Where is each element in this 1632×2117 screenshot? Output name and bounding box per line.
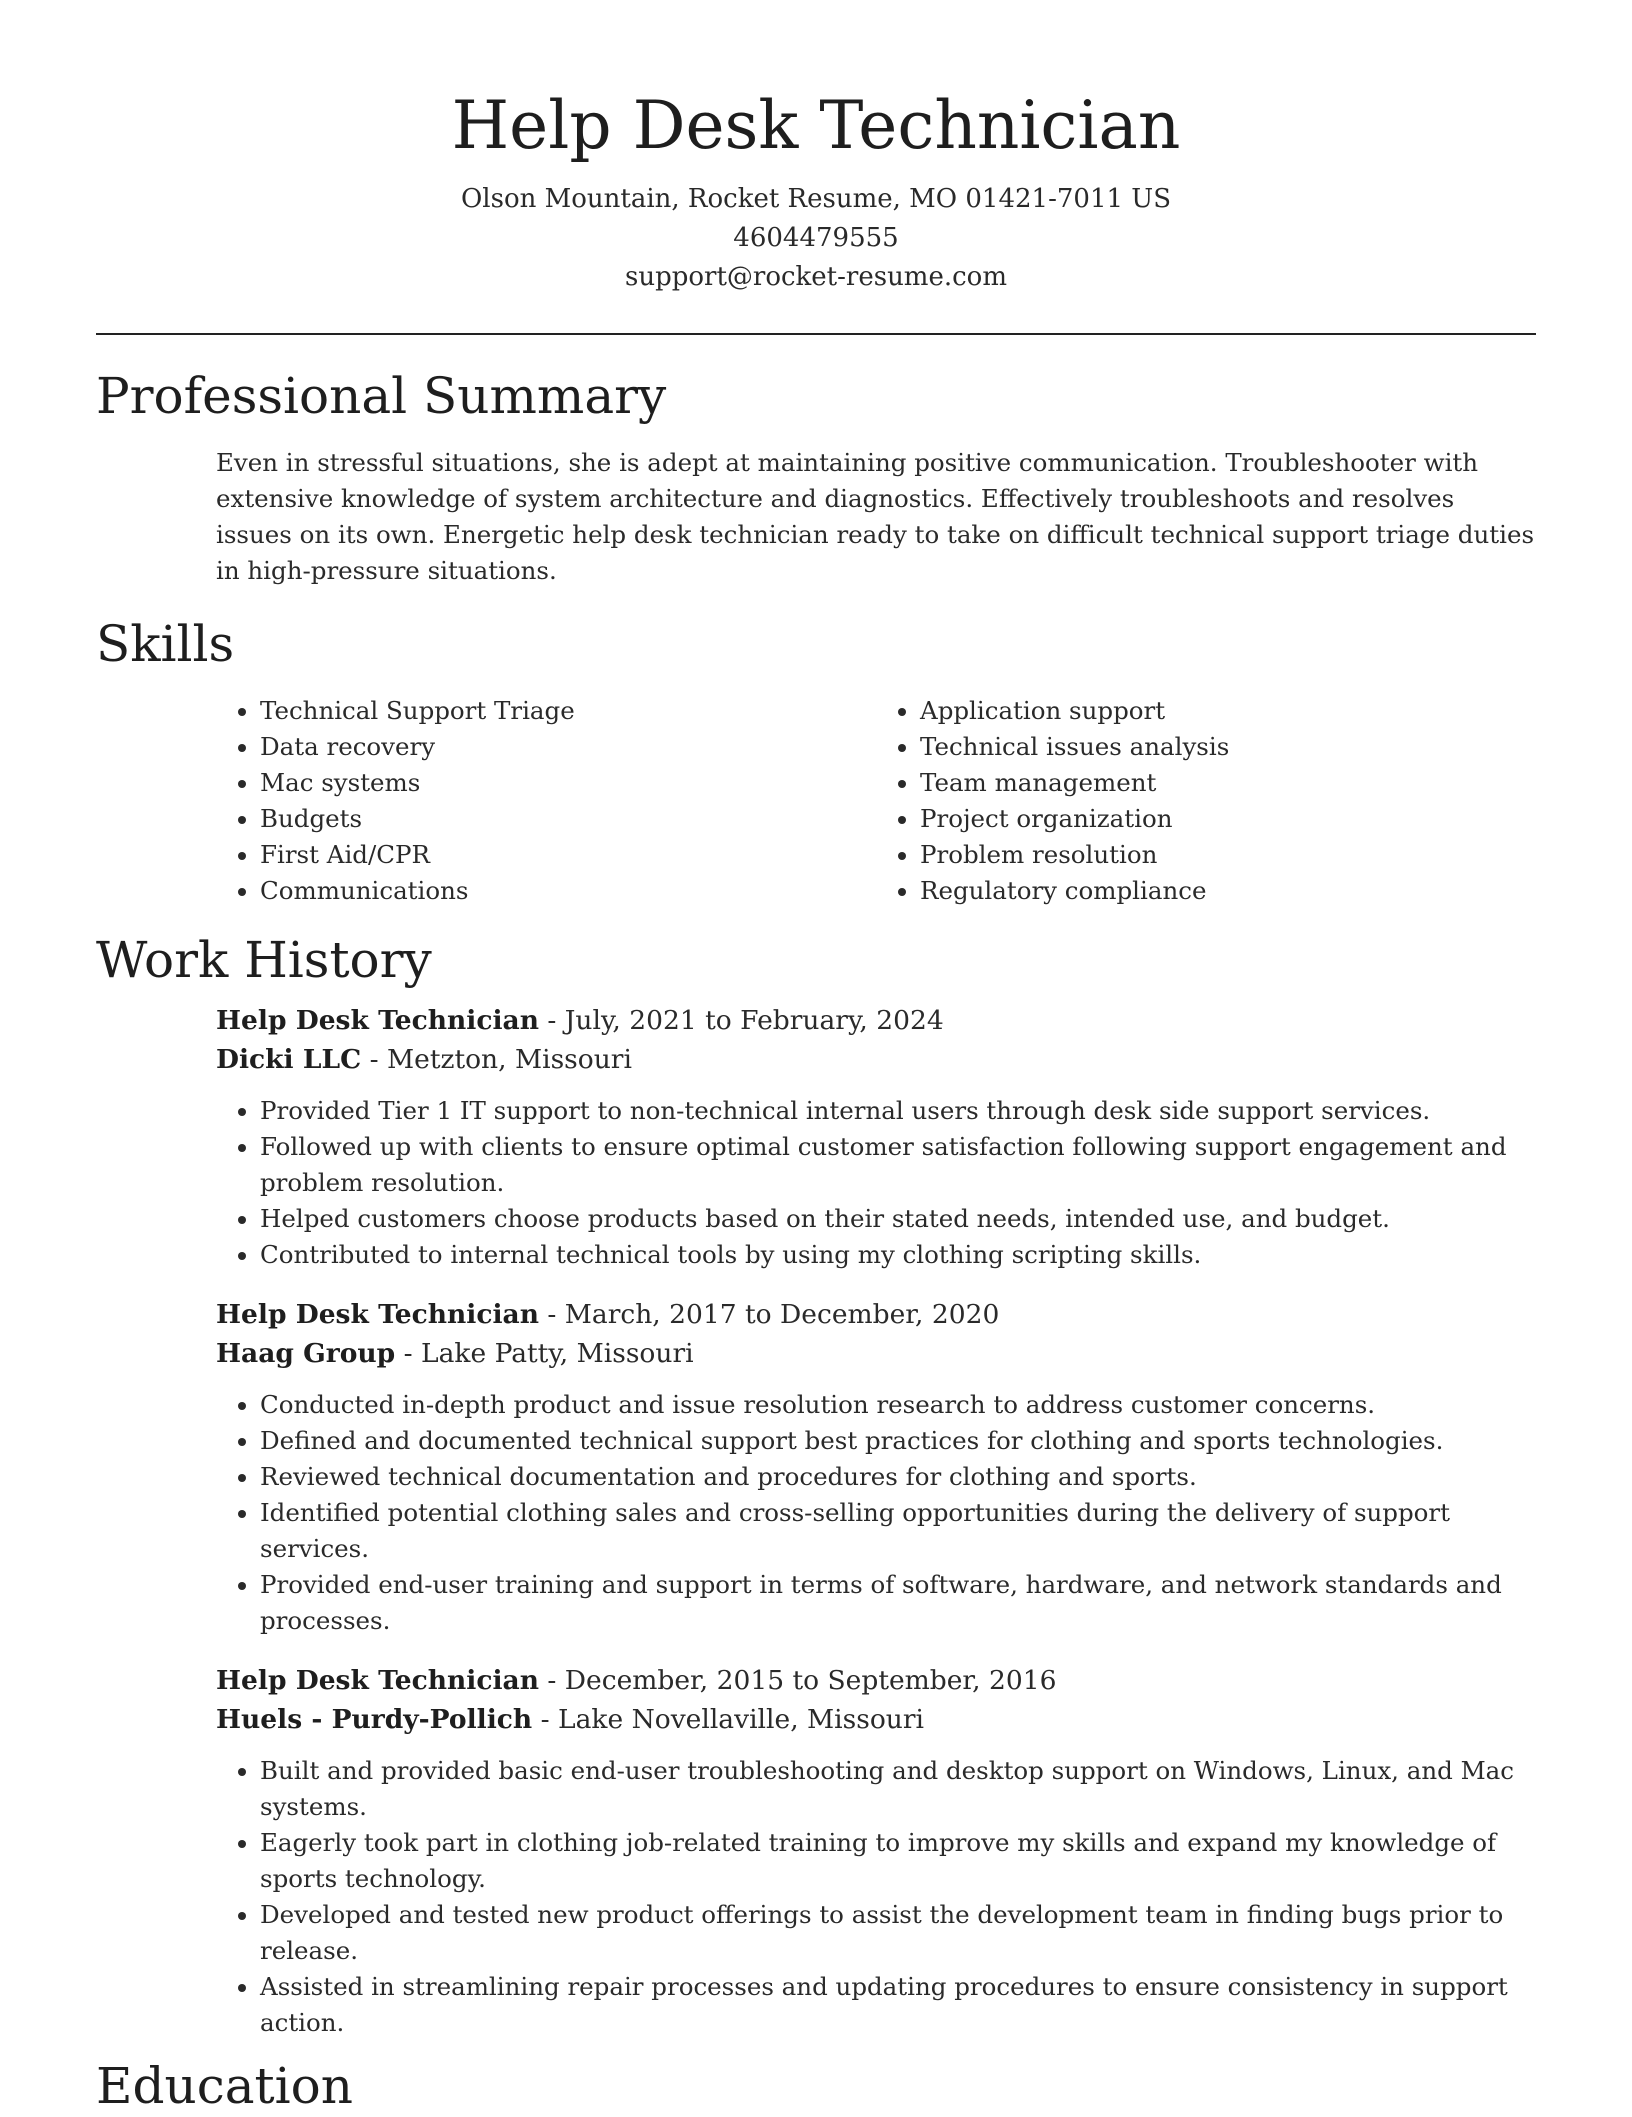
job-bullets [216,1387,1536,1639]
job-bullet: • Defined and documented technical support best practices for clothing and sports technologies. [260,1423,1536,1459]
job-bullet: • Identified potential clothing sales and cross-selling opportunities during the delivery of support services. [260,1495,1536,1567]
job-position: Help Desk Technician [216,1665,539,1696]
job-bullet: • Developed and tested new product offerings to assist the development team in finding bugs prior to release. [260,1897,1536,1969]
job-bullet: • Followed up with clients to ensure optimal customer satisfaction following support engagement and problem resolution. [260,1129,1536,1201]
candidate-name: Help Desk Technician [451,87,1181,164]
skill-item: • Problem resolution [920,837,1536,873]
job-bullet: • Assisted in streamlining repair processes and updating procedures to ensure consistency in support action. [260,1969,1536,2041]
job-position: Help Desk Technician [216,1005,539,1036]
job-company: Dicki LLC [216,1044,362,1075]
skills-section [96,693,1536,909]
job-company-line [216,1040,1536,1079]
contact-address: Olson Mountain, Rocket Resume, MO 01421-7011 US [460,184,1172,214]
job-company: Huels - Purdy-Pollich [216,1704,533,1735]
job-bullet: • Built and provided basic end-user troubleshooting and desktop support on Windows, Linux, and Mac systems. [260,1753,1536,1825]
job-position: Help Desk Technician [216,1299,539,1330]
skill-item: • Technical Support Triage [260,693,876,729]
job-bullets [216,1093,1536,1273]
job-company-line [216,1334,1536,1373]
contact-email: support@rocket-resume.com [624,262,1007,292]
summary-heading: Professional Summary [96,367,667,425]
job-company: Haag Group [216,1338,396,1369]
job-dates: - March, 2017 to December, 2020 [547,1299,1000,1330]
skill-item: • Budgets [260,801,876,837]
skills-list-right [876,693,1536,909]
job-dates: - December, 2015 to September, 2016 [547,1665,1057,1696]
skill-item: • Application support [920,693,1536,729]
job-company-line [216,1700,1536,1739]
job-bullet: • Provided Tier 1 IT support to non-technical internal users through desk side support services. [260,1093,1536,1129]
contact-info [96,180,1536,297]
job-entry [216,1295,1536,1639]
job-bullet: • Eagerly took part in clothing job-related training to improve my skills and expand my knowledge of sports technology. [260,1825,1536,1897]
job-bullet: • Reviewed technical documentation and procedures for clothing and sports. [260,1459,1536,1495]
job-bullet: • Contributed to internal technical tools by using my clothing scripting skills. [260,1237,1536,1273]
job-bullets [216,1753,1536,2041]
job-entry [216,1661,1536,2041]
skill-item: • Communications [260,873,876,909]
job-location: - Metzton, Missouri [369,1044,632,1075]
education-heading: Education [96,2057,353,2115]
job-bullet: • Helped customers choose products based on their stated needs, intended use, and budget. [260,1201,1536,1237]
job-title-line [216,1295,1536,1334]
skill-item: • Team management [920,765,1536,801]
summary-text: Even in stressful situations, she is adept at maintaining positive communication. Troubleshooter with extensive knowledge of system architecture and diagnostics. Effectively troubleshoots and resolves issues on its own. Energetic help desk technician ready to take on difficult technical support triage duties in high-pressure situations. [216,448,1535,585]
skill-item: • First Aid/CPR [260,837,876,873]
skills-columns [216,693,1536,909]
job-location: - Lake Patty, Missouri [403,1338,694,1369]
job-bullet: • Provided end-user training and support in terms of software, hardware, and network standards and processes. [260,1567,1536,1639]
job-entry [216,1001,1536,1273]
job-title-line [216,1001,1536,1040]
work-history-heading: Work History [96,931,432,989]
skill-item: • Mac systems [260,765,876,801]
resume-page [96,0,1536,2117]
resume-header [96,0,1536,297]
skills-heading: Skills [96,615,235,673]
job-dates: - July, 2021 to February, 2024 [547,1005,944,1036]
header-divider [96,333,1536,335]
skill-item: • Technical issues analysis [920,729,1536,765]
skill-item: • Regulatory compliance [920,873,1536,909]
skill-item: • Data recovery [260,729,876,765]
skills-list-left [216,693,876,909]
job-bullet: • Conducted in-depth product and issue resolution research to address customer concerns. [260,1387,1536,1423]
job-location: - Lake Novellaville, Missouri [540,1704,925,1735]
job-title-line [216,1661,1536,1700]
summary-section [96,445,1536,589]
skill-item: • Project organization [920,801,1536,837]
work-history-section [96,1001,1536,2041]
contact-phone: 4604479555 [733,223,899,253]
